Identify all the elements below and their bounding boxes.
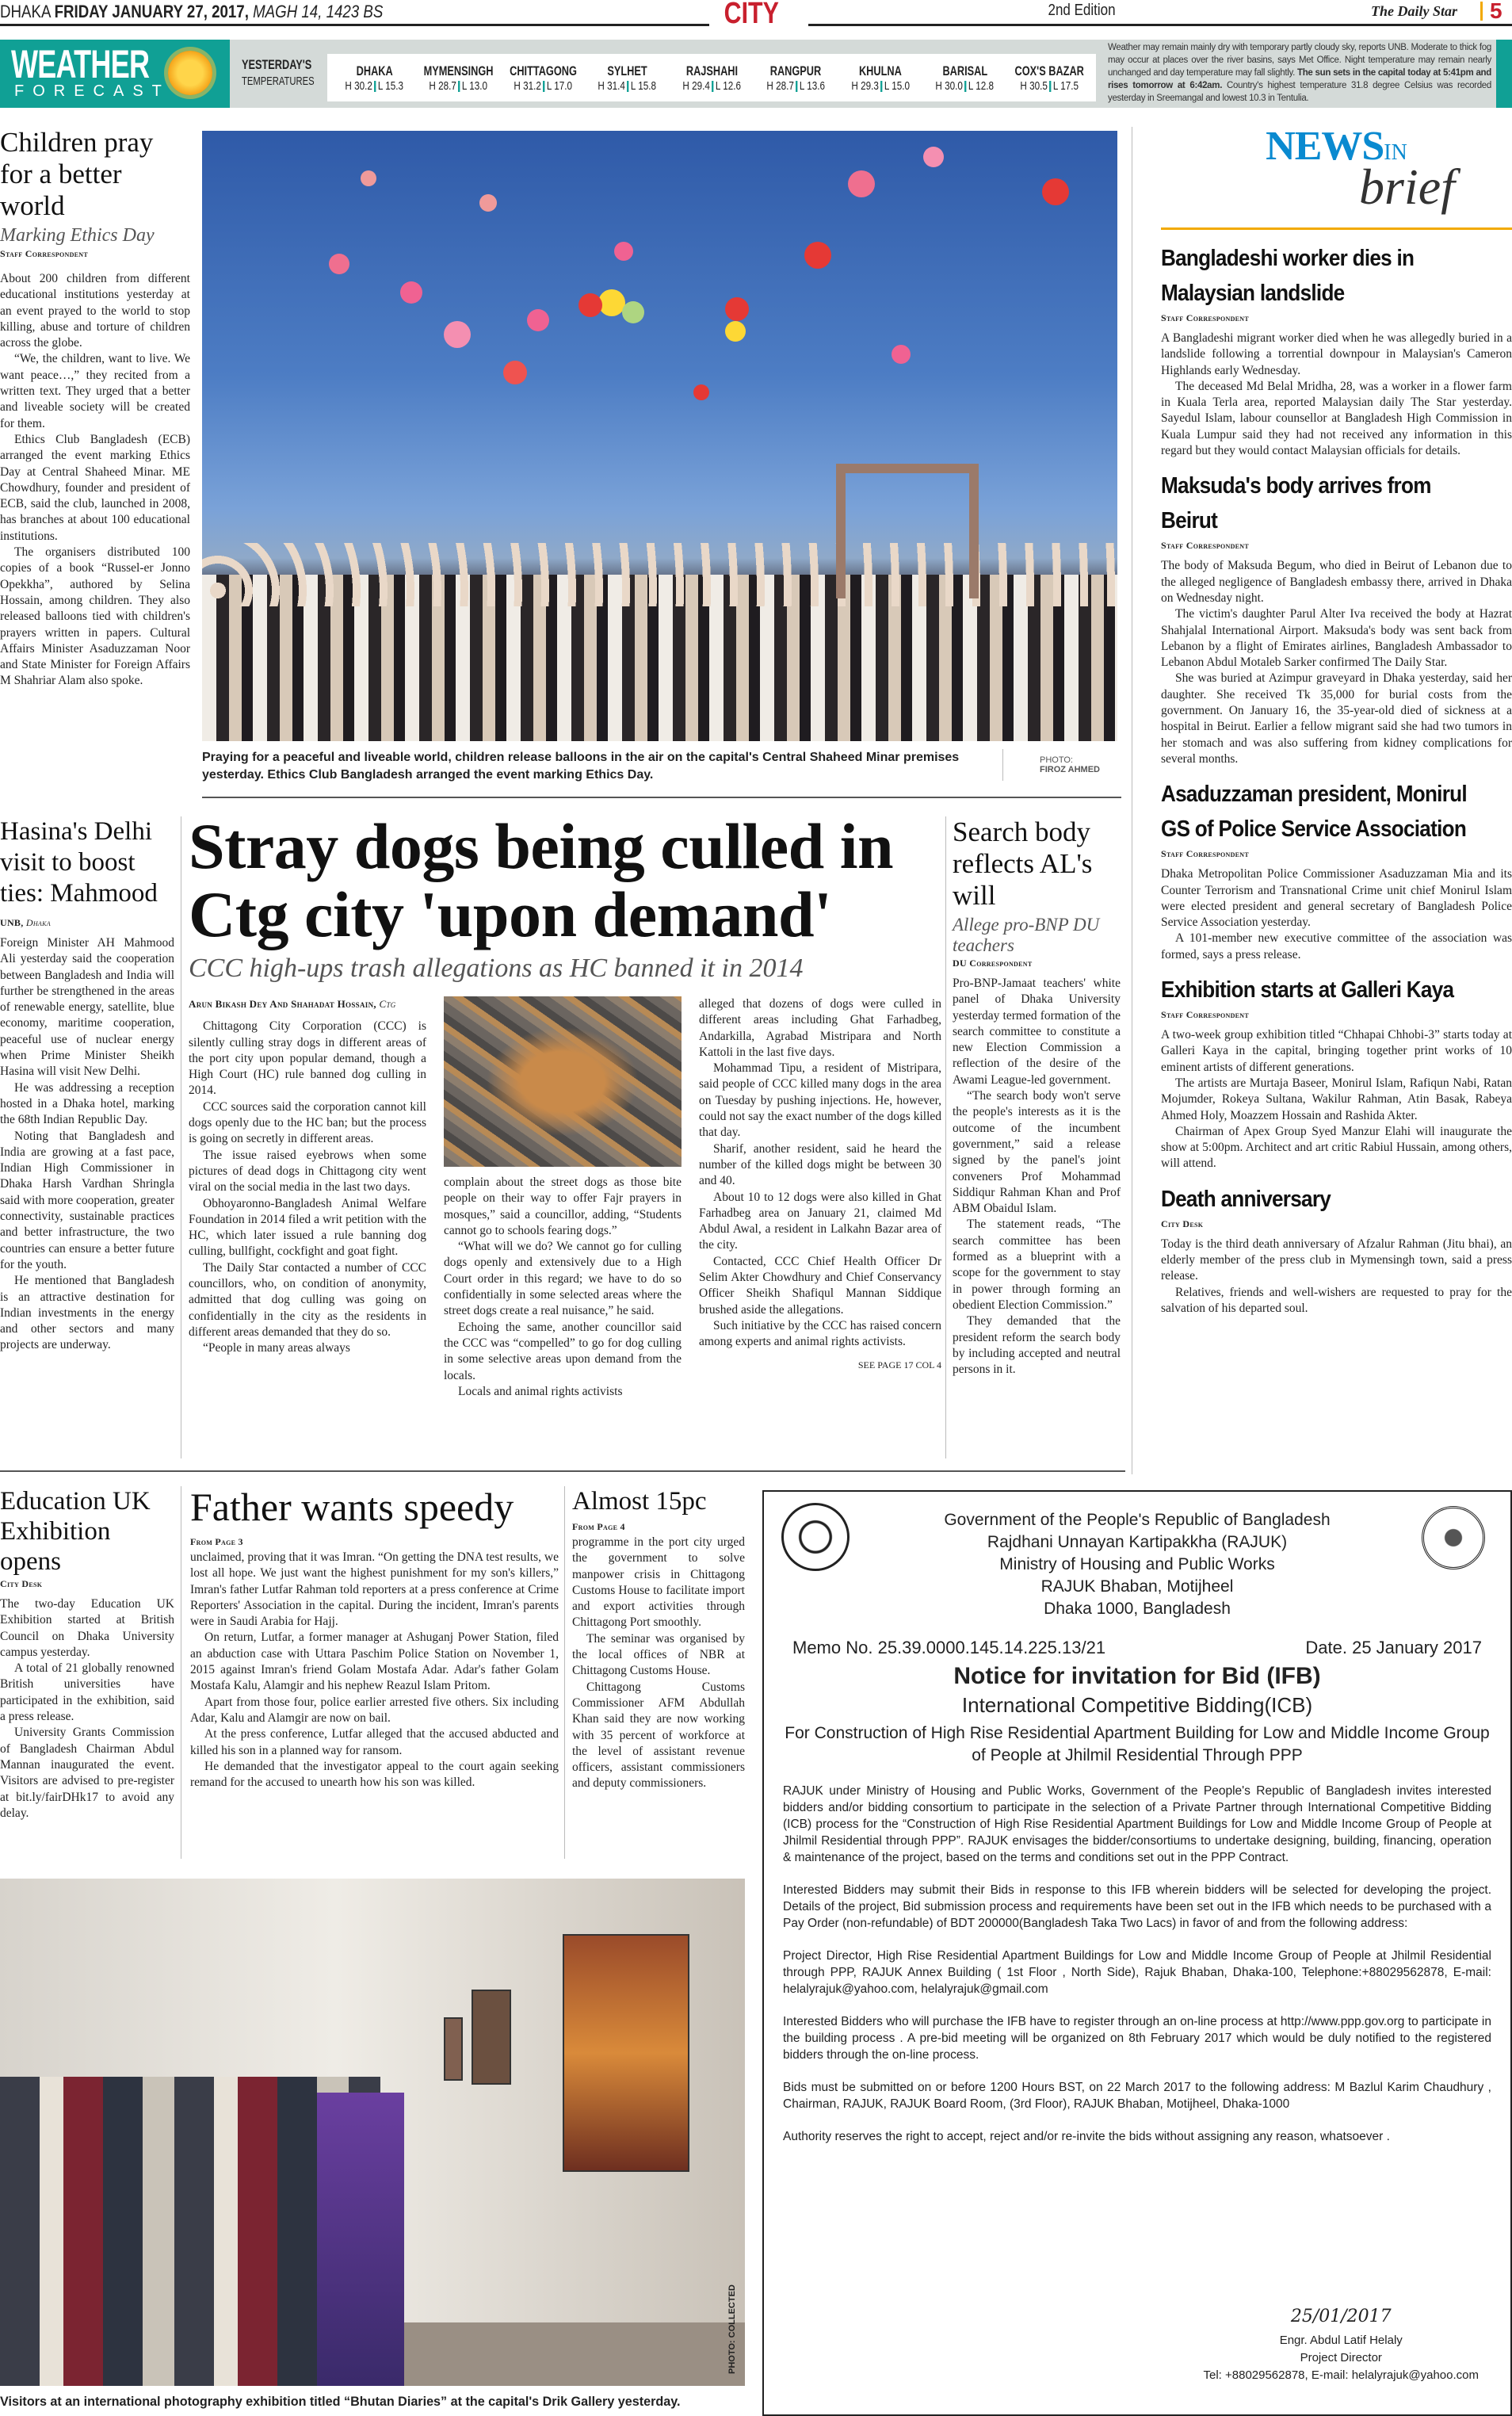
city-temp: RANGPUR H 28.7 L 13.6 [766, 63, 826, 93]
weather-subtitle: FORECAST [14, 82, 170, 100]
headline: Hasina's Delhi visit to boost ties: Mahmood [0, 817, 158, 908]
temperatures-label: TEMPERATURES [242, 75, 315, 88]
headline: Education UK Exhibition opens [0, 1487, 151, 1576]
article-father-wants-speedy: Father wants speedy From Page 3 unclaimed, proving that it was Imran. “On getting the DNA test results, we lost all hope. We just want the highest punishment for my son's killers,” Imran's father Lutfar Rahman told reporters at a press conference at Crime Reporters' Association in the capital. During the incident, Imran's parents were in Saudi Arabia for Hajj. On return, Lutfar, a former manager at Ashuganj Power Station, filed an abduction case with Uttara Paschim Police Station on November 1, 2015 against Imran's friend Golam Mostafa Adar. Adar's father Golam Mostafa Kalu, Alamgir and his nephew Reazul Islam Pritom. Apart from those four, police earlier arrested five others. Six including Adar, Kalu and Alamgir are now on bail. At the press conference, Lutfar alleged that the accused abducted and killed his son in a planned way for ransom. He demanded that the investigator appeal to the court again seeking remand for the accused to unearth how his son was killed. [190, 1485, 559, 1790]
news-in-brief-title: NEWSIN brief [1266, 124, 1455, 215]
brief-item: Maksuda's body arrives from Beirut Staff Correspondent The body of Maksuda Begum, who died in Beirut of Lebanon due to the alleged negligence of Bangladesh embassy there, arrived in Dhaka on Wednesday night. The victim's daughter Parul Alter Iva received the body at Hazrat Shahjalal International Airport. Maksuda's body was sent back from Lebanon by a flight of Emirates airlines, Bangladesh Ambassador to Lebanon Abdul Motaleb Sarker confirmed The Daily Star. She was buried at Azimpur graveyard in Dhaka yesterday, said her daughter. She received Tk 35,000 for burial costs from the government. On January 16, the 35-year-old died of sickness at a hospital in Beirut. Earlier a fellow migrant said she had two tumors in her stomach and was also suffering from kidney complications for several months. [1161, 473, 1512, 766]
article-body: About 200 children from different educational institutions yesterday at an event prayed to the world to stop killing, abuse and torture of children across the globe. “We, the children, want to live. We want peace…,” they recited from a written text. They urged that a better and liveable society will be created for them. Ethics Club Bangladesh (ECB) arranged the event marking Ethics Day at Central Shaheed Minar. ME Chowdhury, founder and president of ECB, said the club, launched in 2008, has branches at about 100 educational institutions. The organisers distributed 100 copies of a book “Russel-er Jonno Opekkha”, authored by Selina Hossain, among children. They also released balloons tied with children's prayers written in papers. Cultural Affairs Minister Asaduzzaman Noor and State Minister for Foreign Affairs M Shahriar Alam also spoke. [0, 272, 190, 688]
credit: Staff Correspondent [0, 248, 89, 259]
notice-title: Notice for invitation for Bid (IFB) [953, 1663, 1321, 1689]
headline: Children pray for a better world [0, 127, 154, 221]
page-header [0, 0, 1512, 30]
city-temp: DHAKA H 30.2 L 15.3 [345, 63, 404, 93]
signature: 25/01/2017 Engr. Abdul Latif Helaly Project Director Tel: +88029562878, E-mail: helalyrajuk@yahoo.com [1203, 2307, 1479, 2382]
headline: Stray dogs being culled in Ctg city 'upon demand' [189, 810, 894, 950]
credit: City Desk [0, 1578, 43, 1589]
notice-subtitle: International Competitive Bidding(ICB) [961, 1693, 1313, 1717]
city-temp: MYMENSINGH H 28.7 L 13.0 [423, 63, 494, 93]
article-children-pray [0, 127, 190, 690]
article-education-uk: Education UK Exhibition opens City Desk The two-day Education UK Exhibition started at British Council on Dhaka University campus yesterday. A total of 21 globally renowned British universities have participated in the exhibition, said a press release. University Grants Commission of Bangladesh Chairman Abdul Mannan inaugurated the event. Visitors are advised to pre-register at bit.ly/fairDHk17 to avoid any delay. [0, 1487, 174, 1820]
weather-title: WEATHER [11, 42, 150, 86]
notice-date: Date. 25 January 2017 [1305, 1638, 1482, 1657]
gallery-photo-caption: Visitors at an international photography exhibition titled “Bhutan Diaries” at the capital's Drik Gallery yesterday. [0, 2394, 681, 2409]
from-page: From Page 4 [572, 1521, 625, 1532]
city-temp: CHITTAGONG H 31.2 L 17.0 [509, 63, 577, 93]
bangladesh-govt-seal-icon [781, 1503, 850, 1571]
gallery-photo-credit: PHOTO: COLLECTED [727, 2284, 737, 2374]
brief-item: Asaduzzaman president, Monirul GS of Police Service Association Staff Correspondent Dhaka Metropolitan Police Commissioner Asaduzzaman Mia and its Counter Terrorism and Transnational Crime unit chief Monirul Islam were elected president and general secretary of Bangladesh Police Service Association yesterday. A 101-member new executive committee of the association was formed, says a press release. [1161, 782, 1512, 961]
photo-caption: Praying for a peaceful and liveable world, children release balloons in the air on the capital's Central Shaheed Minar premises yesterday. Ethics Club Bangladesh arranged the event marking Ethics Day. [202, 751, 960, 782]
brief-item: Exhibition starts at Galleri Kaya Staff Correspondent A two-week group exhibition titled “Chhapai Chhobi-3” starts today at Galleri Kaya in the capital, bringing together print works of 10 eminent artists of different generations. The artists are Murtaja Baseer, Monirul Islam, Rafiqun Nabi, Ratan Mojumder, Rokeya Sultana, Wakilur Rahman, Atin Basak, Rabeya Ahmed Holy, Moazzem Hossain and Rashida Akter. Chairman of Apex Group Syed Manzur Elahi will inaugurate the show at 5:00pm. Architect and art critic Rabiul Hussain, among others, will attend. [1161, 977, 1512, 1171]
weather-forecast-band [0, 40, 1512, 108]
notice-purpose: For Construction of High Rise Residential Apartment Building for Low and Middle Income Group of People at Jhilmil Residential Through PPP [785, 1724, 1490, 1764]
page-number: 5 [1490, 0, 1502, 23]
headline: Almost 15pc [572, 1487, 707, 1516]
brief-item: Bangladeshi worker dies in Malaysian landslide Staff Correspondent A Bangladeshi migrant worker died when he was allegedly buried in a landslide following a torrential downpour in Malaysian's Cameron Highlands early Wednesday. The deceased Md Belal Mridha, 28, was a worker in a flower farm in Kuala Terla area, reported Malaysian daily The Star yesterday. Sayedul Islam, labour counsellor at Bangladesh High Commission in Kuala Lumpur said they had not received any information in this regard but they would contact Malaysian officials for details. [1161, 246, 1512, 458]
credit: UNB, Dhaka [0, 917, 51, 928]
dead-dogs-photo [444, 996, 682, 1167]
memo-number: Memo No. 25.39.0000.145.14.225.13/21 [792, 1638, 1106, 1657]
jump-link[interactable]: SEE PAGE 17 COL 4 [857, 1359, 941, 1370]
from-page: From Page 3 [190, 1536, 243, 1547]
section-name: CITY [724, 0, 779, 30]
city-temps [327, 54, 1096, 101]
dateline-date: FRIDAY JANUARY 27, 2017, [54, 2, 249, 21]
deck: Allege pro-BNP DU teachers [953, 915, 1100, 955]
weather-summary: Weather may remain mainly dry with temporary partly cloudy sky, reports UNB. Moderate to thick fog may occur at places over the river basins, says Met Office. Night temperature may remain nearly unchanged and day temperature may fall slightly. The sun sets in the capital today at 5:41pm and rises tomorrow at 6:42am. Country's highest temperature 31.8 degree Celsius was recorded yesterday in Sreemangal and lowest 10.3 in Tentulia. [1108, 43, 1492, 103]
dateline-city: DHAKA [0, 2, 51, 21]
yesterdays-label: YESTERDAY'S [242, 57, 312, 72]
rajuk-bid-notice: Government of the People's Republic of Bangladesh Rajdhani Unnayan Kartipakkha (RAJUK) Ministry of Housing and Public Works RAJUK Bhaban, Motijheel Dhaka 1000, Bangladesh Memo No. 25.39.0000.145.14.225.13/21 Date. 25 January 2017 Notice for invitation for Bid (IFB) International Competitive Bidding(ICB) For Construction of High Rise Residential Apartment Building for Low and Middle Income Group of People at Jhilmil Residential Through PPP RAJUK under Ministry of Housing and Public Works, Government of the People's Republic of Bangladesh invites interested bidders and/or bidding consortium to participate in the selection of a Private Partner through International Competitive Bidding (ICB) process for the “Construction of High Rise Residential Apartment Buildings for Low and Middle Income Group of People at Jhilmil Residential through PPP”. RAJUK envisages the bidder/consortiums to undertake designing, building, financing, operation & maintenance of the project, based on the terms and conditions set out in the PPP Contract. Interested Bidders may submit their Bids in response to this IFB wherein bidders will be selected for developing the project. Details of the project, Bid submission process and requirements have been set out in the IFB which needs to be purchased with a Pay Order (non-refundable) of BDT 200000(Bangladesh Taka Two Lacs) in favor of and from the following address: Project Director, High Rise Residential Apartment Buildings for Low and Middle Income Group of People at Jhilmil Residential through PPP, RAJUK Annex Building ( 1st Floor , North Side), Rajuk Bhaban, Dhaka-100, Telephone:+88029562878, E-mail: helalyrajuk@yahoo.com, helalyrajuk@gmail.com Interested Bidders who will purchase the IFB have to register through an on-line process at http://www.ppp.gov.org to participate in the building process . A pre-bid meeting will be organized on 8th February 2017 which would be duly notified to the registered bidders through the on-line process. Bids must be submitted on or before 1200 Hours BST, on 22 March 2017 to the following address: M Bazlul Karim Chaudhury , Chairman, RAJUK, RAJUK Board Room, (3rd Floor), RAJUK Bhaban, Motijheel, Dhaka-1000 Authority reserves the right to accept, reject and/or re-invite the bids without assigning any reason, whatsoever . 25/01/2017 Engr. Abdul Latif Helaly Project Director Tel: +88029562878, E-mail: helalyrajuk@yahoo.com [762, 1490, 1512, 2416]
city-temp: SYLHET H 31.4 L 15.8 [598, 63, 657, 93]
city-temp: BARISAL H 30.0 L 12.8 [935, 63, 995, 93]
deck: Marking Ethics Day [0, 225, 155, 246]
sun-icon [168, 51, 212, 95]
brief-item: Death anniversary City Desk Today is the third death anniversary of Afzalur Rahman (Jitu bhai), an elderly member of the press club in Mymensingh town, said a press release. Relatives, friends and well-wishers are requested to pray for the salvation of his departed soul. [1161, 1186, 1512, 1315]
article-search-body: Search body reflects AL's will Allege pro-BNP DU teachers DU Correspondent Pro-BNP-Jamaat teachers' white panel of Dhaka University yesterday termed formation of the search committee to constitute a new Election Commission a reflection of the desire of the Awami League-led government. “The search body won't serve the people's interests as it is the outcome of the incumbent government,” said a release signed by the panel's joint conveners Prof Mohammad Siddiqur Rahman Khan and Prof ABM Obaidul Islam. The statement reads, “The search committee has been formed as a blueprint with a scope for the government to stay in power through forming an obedient Election Commission.” They demanded that the president reform the search body by including accepted and neutral persons in it. [953, 816, 1121, 1377]
city-temp: COX'S BAZAR H 30.5 L 17.5 [1014, 63, 1084, 93]
balloons-photo [202, 131, 1117, 741]
rajuk-logo-icon [1422, 1506, 1485, 1569]
city-temp: KHULNA H 29.3 L 15.0 [851, 63, 910, 93]
masthead-logo: The Daily Star [1371, 3, 1458, 19]
article-stray-dogs: Stray dogs being culled in Ctg city 'upon demand' CCC high-ups trash allegations as HC banned it in 2014 Arun Bikash Dey And Shahadat Hossain, Ctg Chittagong City Corporation (CCC) is silently culling stray dogs in different areas of the port city upon popular demand, though a High Court (HC) rule banned dog culling in 2014. CCC sources said the corporation cannot kill dogs openly due to the HC ban; but the process is going on secretly in different areas. The issue raised eyebrows when some pictures of dead dogs in Chittagong city went viral on the social media in the last two days. Obhoyaronno-Bangladesh Animal Welfare Foundation in 2014 filed a writ petition with the HC, which later issued a rule banning dog culling, bullfight, cockfight and goat fight. The Daily Star contacted a number of CCC councillors, who, on condition of anonymity, admitted that dog culling was going on confidentially in the city as the residents in different areas demanded that they do so. “People in many areas always complain about the street dogs as those bite people on their way to offer Fajr prayers in mosques,” said a councillor, adding, “Students cannot go to schools fearing dogs.” “What will we do? We cannot go for culling dogs openly and extensively due to a High Court order in this regard; we have to do so confidentially in some selected areas where the street dogs create a real nuisance,” he said. Echoing the same, another councillor said the CCC was “compelled” to go for dog culling in some selective areas upon demand from the locals. Locals and animal rights activists alleged that dozens of dogs were culled in different areas including Ghat Farhadbeg, Andarkilla, Agrabad Mistripara and North Kattoli in the last five days. Mohammad Tipu, a resident of Mistripara, said people of CCC killed many dogs in the area on Tuesday by pushing injections. He, however, could not say the exact number of the dogs killed that day. Sharif, another resident, said he heard the number of the killed dogs might be between 30 and 40. About 10 to 12 dogs were also killed in Ghat Farhadbeg area on January 21, claimed Md Abdul Awal, a resident in Lalkahn Bazar area of the city. Contacted, CCC Chief Health Officer Dr Selim Akter Chowdhury and Chief Conservancy Officer Sheikh Shafiqul Mannan Siddique brushed aside the allegations. Such initiative by the CCC has raised concern among experts and animal rights activists. SEE PAGE 17 COL 4 [189, 810, 941, 1398]
photo-credit: PHOTO: FIROZ AHMED [1040, 755, 1100, 774]
credit: DU Correspondent [953, 958, 1033, 969]
bangla-date: MAGH 14, 1423 BS [253, 2, 384, 21]
news-in-brief [1161, 123, 1512, 1317]
gallery-photo [0, 1879, 745, 2386]
headline: Father wants speedy [190, 1485, 514, 1529]
city-temp: RAJSHAHI H 29.4 L 12.6 [682, 63, 741, 93]
article-almost-15pc: Almost 15pc From Page 4 programme in the port city urged the government to solve manpower crisis in Chittagong Customs House to facilitate import and export activities through Chittagong Port smoothly. The seminar was organised by the local offices of NBR at Chittagong Customs House. Chittagong Customs Commissioner AFM Abdullah Khan said they are now working with 35 percent of workforce at the level of assistant revenue officers, assistant commissioners and deputy commissioners. [572, 1487, 745, 1791]
article-hasina-delhi: Hasina's Delhi visit to boost ties: Mahmood UNB, Dhaka Foreign Minister AH Mahmood Ali yesterday said the cooperation between Bangladesh and India will further be strengthened in the areas of renewable energy, satellite, blue economy, maritime cooperation, peaceful use of nuclear energy when Prime Minister Sheikh Hasina will visit New Delhi. He was addressing a reception hosted in a Dhaka hotel, marking the 68th Indian Republic Day. Noting that Bangladesh and India are growing at a fast pace, Indian High Commissioner in Dhaka Harsh Vardhan Shringla said with more cooperation, greater connectivity, sustainable practices and better infrastructure, the two countries can ensure a better future for the youth. He mentioned that Bangladesh is an attractive destination for Indian investments in the energy and other sectors and many projects are underway. [0, 817, 174, 1352]
edition: 2nd Edition [1048, 2, 1116, 19]
org-address: Government of the People's Republic of Bangladesh Rajdhani Unnayan Kartipakkha (RAJUK) Ministry of Housing and Public Works RAJUK Bhaban, Motijheel Dhaka 1000, Bangladesh [944, 1511, 1331, 1618]
deck: CCC high-ups trash allegations as HC banned it in 2014 [189, 954, 804, 983]
byline: Arun Bikash Dey And Shahadat Hossain, Ctg [189, 998, 396, 1010]
headline: Search body reflects AL's will [953, 816, 1093, 911]
